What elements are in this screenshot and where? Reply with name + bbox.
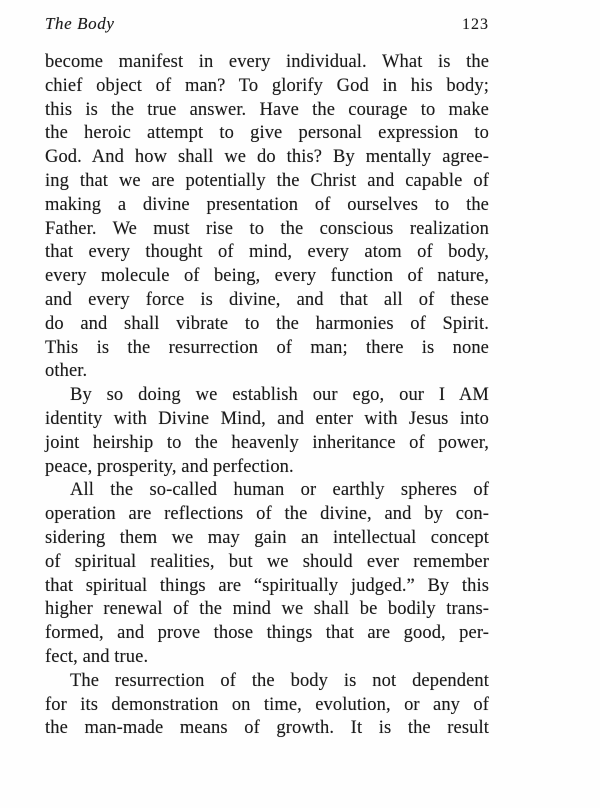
text-line: the man-made means of growth. It is the result <box>45 718 489 739</box>
text-line: fect, and true. <box>45 646 149 667</box>
text-line: identity with Divine Mind, and enter with Jesus into <box>45 408 489 429</box>
chapter-title: The Body <box>45 14 115 33</box>
text-body <box>45 51 489 741</box>
text-line: become manifest in every individual. What is the <box>45 52 489 72</box>
paragraph <box>45 479 489 669</box>
paragraph <box>45 384 489 479</box>
paragraph <box>45 51 489 384</box>
text-line: peace, prosperity, and perfection. <box>45 456 294 477</box>
text-line: making a divine presentation of ourselves to the <box>45 194 489 215</box>
text-line: the heroic attempt to give personal expression to <box>45 123 489 144</box>
page-number: 123 <box>462 16 489 33</box>
text-line: sidering them we may gain an intellectual concept <box>45 527 489 548</box>
text-line: higher renewal of the mind we shall be bodily trans- <box>45 599 489 620</box>
text-line: formed, and prove those things that are good, per- <box>45 623 489 644</box>
paragraph <box>45 670 489 741</box>
text-line: joint heirship to the heavenly inheritance of power, <box>45 432 489 453</box>
text-line: By so doing we establish our ego, our I AM <box>70 385 489 406</box>
text-line: for its demonstration on time, evolution, or any of <box>45 694 489 715</box>
running-header <box>45 14 489 34</box>
text-line: every molecule of being, every function of nature, <box>45 266 489 287</box>
text-line: do and shall vibrate to the harmonies of Spirit. <box>45 313 489 334</box>
text-line: operation are reflections of the divine, and by con- <box>45 504 489 525</box>
text-line: Father. We must rise to the conscious realization <box>45 218 489 239</box>
text-line: of spiritual realities, but we should ever remember <box>45 551 489 572</box>
text-line: that every thought of mind, every atom of body, <box>45 242 489 263</box>
page-content <box>45 14 489 741</box>
text-line: other. <box>45 361 88 382</box>
text-line: and every force is divine, and that all of these <box>45 289 489 310</box>
text-line: God. And how shall we do this? By mentally agree- <box>45 147 489 168</box>
text-line: ing that we are potentially the Christ and capable of <box>45 170 489 191</box>
text-line: chief object of man? To glorify God in his body; <box>45 75 489 96</box>
text-line: The resurrection of the body is not dependent <box>70 670 489 691</box>
text-line: this is the true answer. Have the courage to make <box>45 99 489 120</box>
text-line: This is the resurrection of man; there is none <box>45 337 489 358</box>
text-line: that spiritual things are “spiritually judged.” By this <box>45 575 489 596</box>
text-line: All the so-called human or earthly spheres of <box>70 480 489 501</box>
